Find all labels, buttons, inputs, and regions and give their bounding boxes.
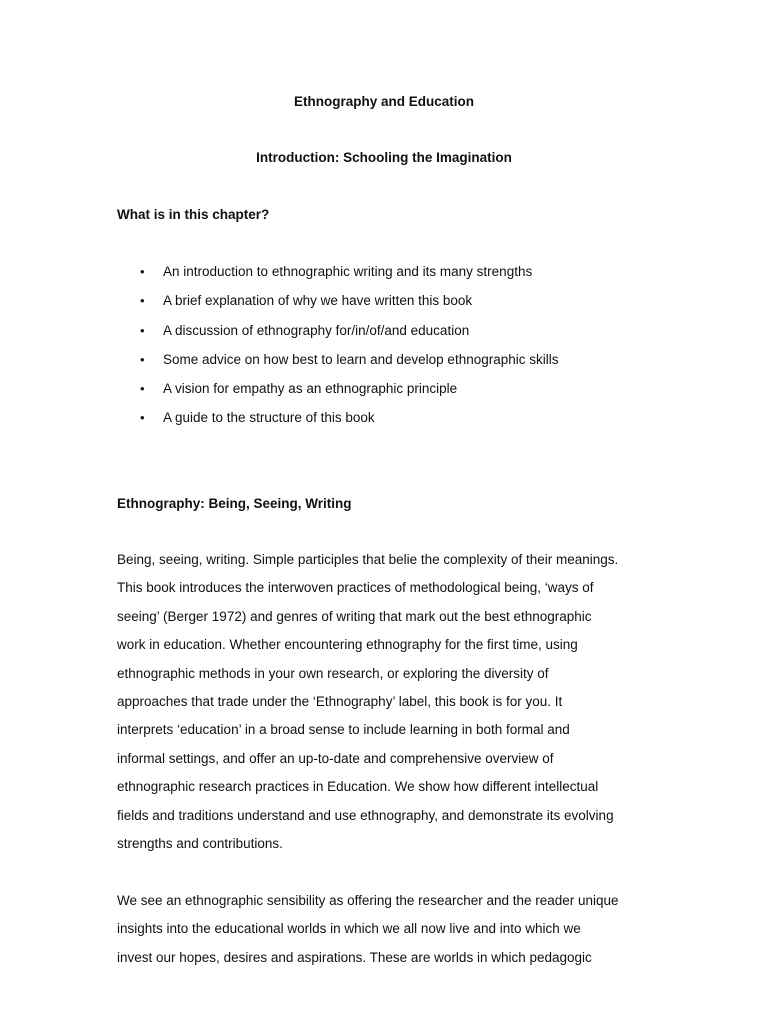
list-item [0, 322, 768, 351]
bullet-icon: • [140, 381, 145, 397]
paragraph-line: interprets ‘education’ in a broad sense to include learning in both formal and [117, 722, 570, 738]
paragraph-line: seeing’ (Berger 1972) and genres of writing that mark out the best ethnographic [117, 608, 592, 624]
paragraph-line: insights into the educational worlds in which we all now live and into which we [117, 921, 581, 937]
chapter-contents-list [0, 263, 768, 439]
list-item [0, 263, 768, 292]
paragraph-line: ethnographic research practices in Education. We show how different intellectual [117, 779, 599, 795]
bullet-icon: • [140, 293, 145, 309]
bullet-icon: • [140, 410, 145, 426]
list-item [0, 380, 768, 409]
section-heading: Ethnography: Being, Seeing, Writing [117, 496, 352, 511]
bullet-icon: • [140, 264, 145, 279]
body-paragraph-1 [117, 551, 618, 863]
paragraph-line: ethnographic methods in your own research, or exploring the diversity of [117, 665, 549, 681]
paragraph-line: strengths and contributions. [117, 835, 283, 851]
list-item-text: Some advice on how best to learn and develop ethnographic skills [163, 351, 559, 367]
bullet-icon: • [140, 322, 145, 338]
paragraph-line: approaches that trade under the ‘Ethnography’ label, this book is for you. It [117, 693, 563, 709]
paragraph-line: We see an ethnographic sensibility as offering the researcher and the reader unique [117, 893, 619, 908]
list-item-text: A vision for empathy as an ethnographic principle [163, 381, 458, 397]
paragraph-line: informal settings, and offer an up-to-date and comprehensive overview of [117, 750, 554, 766]
chapter-contents-heading: What is in this chapter? [117, 207, 270, 222]
paragraph-line: fields and traditions understand and use ethnography, and demonstrate its evolving [117, 807, 614, 823]
bullet-icon: • [140, 351, 145, 367]
paragraph-line: Being, seeing, writing. Simple participles that belie the complexity of their meanings. [117, 552, 619, 567]
paragraph-line: work in education. Whether encountering ethnography for the first time, using [117, 637, 578, 653]
list-item [0, 292, 768, 321]
list-item [0, 351, 768, 380]
paragraph-line: This book introduces the interwoven practices of methodological being, ‘ways of [117, 580, 594, 596]
list-item-text: A guide to the structure of this book [163, 410, 375, 426]
list-item [0, 409, 768, 438]
chapter-title: Introduction: Schooling the Imagination [256, 150, 512, 165]
list-item-text: An introduction to ethnographic writing and its many strengths [163, 264, 533, 279]
document-title: Ethnography and Education [293, 94, 474, 109]
body-paragraph-2 [117, 892, 619, 977]
list-item-text: A discussion of ethnography for/in/of/and education [163, 322, 470, 338]
list-item-text: A brief explanation of why we have written this book [163, 293, 473, 309]
paragraph-line: invest our hopes, desires and aspirations. These are worlds in which pedagogic [117, 949, 592, 965]
